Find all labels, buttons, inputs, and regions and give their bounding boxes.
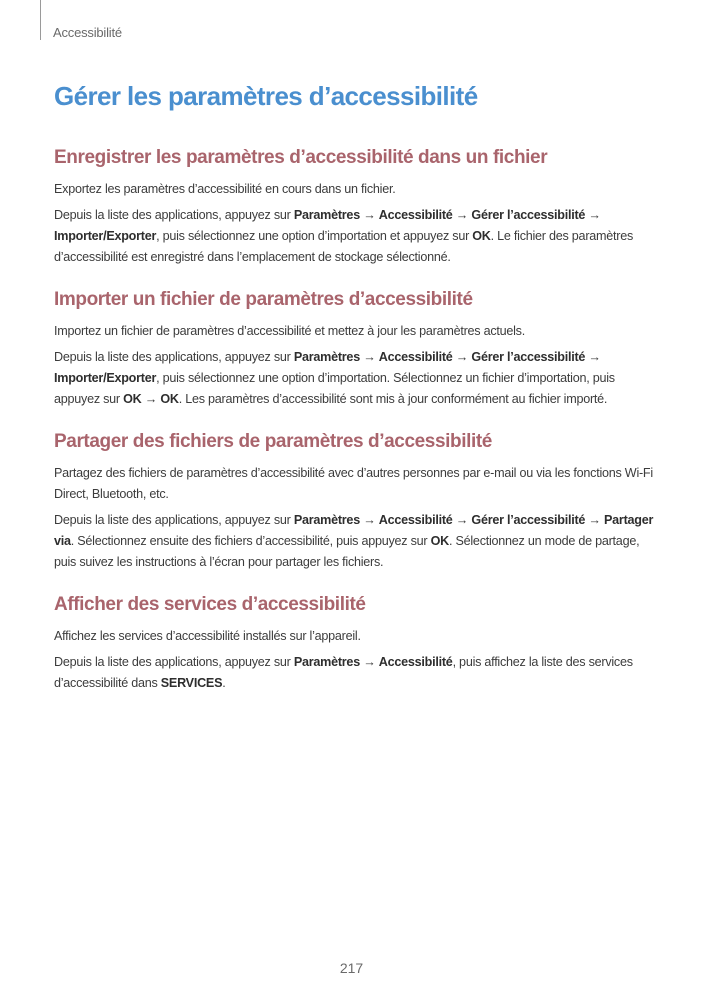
ui-label: Paramètres (293, 350, 360, 364)
step-text: , puis sélectionnez une option d’importation. Sélectionnez un fichier d’importation, puis appuyez sur (54, 371, 615, 406)
step-text: . Sélectionnez un mode de partage, puis suivez les instructions à l’écran pour partager les fichiers. (54, 534, 640, 569)
ui-label: Gérer l’accessibilité (471, 350, 586, 364)
section-intro: Affichez les services d’accessibilité installés sur l’appareil. (54, 629, 361, 643)
ui-label: OK (160, 392, 179, 406)
step-text: . Sélectionnez ensuite des fichiers d’accessibilité, puis appuyez sur (70, 534, 431, 548)
ui-label: OK (123, 392, 142, 406)
ui-label: Accessibilité (378, 350, 453, 364)
step-text: Depuis la liste des applications, appuyez sur (54, 350, 294, 364)
step-text: → (359, 350, 379, 364)
ui-label: Importer/Exporter (54, 371, 157, 385)
content (54, 145, 654, 713)
ui-label: Paramètres (293, 208, 360, 222)
step-text: → (359, 208, 379, 222)
step-text: → (452, 350, 472, 364)
page-title: Gérer les paramètres d’accessibilité (54, 81, 478, 111)
step-text: → (359, 513, 379, 527)
step-text: → (585, 208, 601, 222)
step-text: → (452, 208, 472, 222)
step-text: Depuis la liste des applications, appuyez sur (54, 208, 294, 222)
ui-label: Paramètres (293, 655, 360, 669)
step-text: . Les paramètres d’accessibilité sont mis à jour conformément au fichier importé. (178, 392, 608, 406)
page-number: 217 (339, 960, 364, 976)
step-text: . Le fichier des paramètres d’accessibilité est enregistré dans l’emplacement de stockage sélectionné. (54, 229, 634, 264)
ui-label: SERVICES (160, 676, 223, 690)
ui-label: OK (430, 534, 449, 548)
step-text: → (359, 655, 379, 669)
running-head: Accessibilité (53, 25, 122, 40)
ui-label: Paramètres (293, 513, 360, 527)
section-heading: Importer un fichier de paramètres d’accessibilité (54, 289, 473, 310)
step-text: → (585, 350, 601, 364)
ui-label: Gérer l’accessibilité (471, 513, 586, 527)
step-text: → (585, 513, 605, 527)
ui-label: Accessibilité (378, 655, 453, 669)
ui-label: Partager via (54, 513, 654, 548)
step-text: . (222, 676, 226, 690)
section-share-settings (54, 429, 654, 573)
section-steps (54, 510, 654, 573)
section-save-settings (54, 145, 654, 268)
step-text: → (141, 392, 161, 406)
section-intro: Exportez les paramètres d’accessibilité en cours dans un fichier. (54, 182, 396, 196)
section-view-services (54, 592, 654, 694)
section-steps (54, 347, 654, 410)
ui-label: Importer/Exporter (54, 229, 157, 243)
section-import-settings (54, 287, 654, 410)
section-steps (54, 652, 654, 694)
step-text: Depuis la liste des applications, appuyez sur (54, 513, 294, 527)
header-divider (40, 0, 41, 40)
step-text: , puis affichez la liste des services d’accessibilité dans (54, 655, 633, 690)
section-intro: Importez un fichier de paramètres d’accessibilité et mettez à jour les paramètres actuels. (54, 324, 525, 338)
section-intro: Partagez des fichiers de paramètres d’accessibilité avec d’autres personnes par e-mail ou via les fonctions Wi-Fi Direct, Bluetooth, etc. (54, 466, 653, 501)
step-text: , puis sélectionnez une option d’importation et appuyez sur (156, 229, 473, 243)
ui-label: Accessibilité (378, 513, 453, 527)
ui-label: Accessibilité (378, 208, 453, 222)
step-text: → (452, 513, 472, 527)
section-steps (54, 205, 654, 268)
step-text: Depuis la liste des applications, appuyez sur (54, 655, 294, 669)
section-heading: Partager des fichiers de paramètres d’accessibilité (54, 431, 492, 452)
section-heading: Enregistrer les paramètres d’accessibilité dans un fichier (54, 147, 548, 168)
ui-label: OK (472, 229, 491, 243)
section-heading: Afficher des services d’accessibilité (54, 594, 366, 615)
ui-label: Gérer l’accessibilité (471, 208, 586, 222)
